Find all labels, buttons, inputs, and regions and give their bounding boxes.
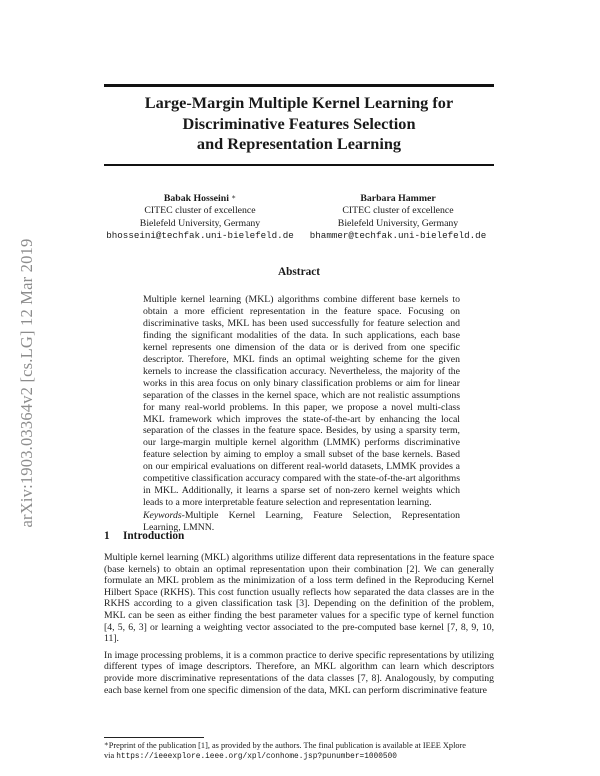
intro-paragraph: Multiple kernel learning (MKL) algorithms utilize different data representations in the feature space (base kernels) to obtain an optimal representation upon their combination [2]. We can generally formulate an MKL problem as the minimization of a loss term defined in the Reproducing Kernel Hilbert Space (RKHS). This cost function usually reflects how separated the data classes are in the RKHS according to a given classification task [3]. Depending on the definition of the problem, MKL can be seen as either finding the best parameter values for a specific type of kernel function [4, 5, 6, 3] or learning a weighting vector associated to the pre-computed base kernel [7, 8, 9, 10, 11]. [104,552,494,645]
footnote-rule [104,737,204,738]
keywords [143,510,460,534]
intro-paragraph: In image processing problems, it is a common practice to derive specific representations by utilizing different types of image descriptors. Therefore, an MKL algorithm can learn which descriptors provide more discriminative representations of the data classes [7, 8]. Analogously, by computing each base kernel from one specific dimension of the data, MKL can perform discriminative feature [104,649,494,696]
keywords-label: Keywords [143,510,182,522]
footnote-via: via [104,751,117,761]
abstract [143,294,460,534]
footnote-mark: ∗ [104,740,109,748]
abstract-heading: Abstract [277,266,321,278]
author-name: Babak Hosseini [163,193,229,204]
section-title: Introduction [123,530,185,542]
abstract-text: Multiple kernel learning (MKL) algorithms combine different base kernels to obtain a more efficient representation in the feature space. Focusing on discriminative tasks, MKL has been used successfully for feature selection and finding the significant modalities of the data. In such applications, each base kernel represents one dimension of the data or is derived from one specific descriptor. Therefore, MKL finds an optimal weighting scheme for the given kernels to increase the classification accuracy. Nevertheless, the majority of the works in this area focus on only binary classification problems or aim for linear separation of the classes in the kernel space, which are not realistic assumptions for many real-world problems. In this paper, we propose a novel multi-class MKL framework which improves the state-of-the-art by enhancing the local separation of the classes in the feature space. Besides, by using a sparsity term, our large-margin multiple kernel algorithm (LMMK) performs discriminative feature selection by aiming to employ a small subset of the base kernels. Based on our empirical evaluations on different real-world datasets, LMMK provides a competitive classification accuracy compared with the state-of-the-art algorithms in MKL. Additionally, it learns a sparse set of non-zero kernel weights which leads to a more interpretable feature selection and representation learning. [143,294,460,509]
title-line: and Representation Learning [196,134,402,153]
author-email[interactable]: bhosseini@techfak.uni-bielefeld.de [106,229,294,241]
section-heading-introduction [104,530,184,542]
section-number: 1 [104,530,110,542]
introduction-body [104,552,494,701]
author-footnote-mark: ∗ [231,193,237,201]
author-university: Bielefeld University, Germany [337,217,459,229]
author-block-hosseini [90,193,310,242]
paper-title [104,93,494,155]
footnote-text: Preprint of the publication [1], as provided by the authors. The final publication is available at IEEE Xplore [108,741,466,750]
footnote-url[interactable]: https://ieeexplore.ieee.org/xpl/conhome.jsp?punumber=1000500 [116,753,397,762]
author-affiliation: CITEC cluster of excellence [144,205,256,217]
title-bottom-rule [104,164,494,166]
author-block-hammer [288,193,508,242]
title-line: Discriminative Features Selection [182,113,416,133]
footnote [104,741,494,762]
title-top-rule [104,84,494,87]
author-name: Barbara Hammer [360,193,436,204]
title-line: Large-Margin Multiple Kernel Learning for [144,93,454,112]
keywords-text: -Multiple Kernel Learning, Feature Selection, Representation Learning, LMNN. [143,510,460,534]
author-university: Bielefeld University, Germany [139,217,261,229]
author-affiliation: CITEC cluster of excellence [342,205,454,217]
author-email[interactable]: bhammer@techfak.uni-bielefeld.de [309,229,487,241]
arxiv-identifier-stamp: arXiv:1903.03364v2 [cs.LG] 12 Mar 2019 [17,238,36,528]
